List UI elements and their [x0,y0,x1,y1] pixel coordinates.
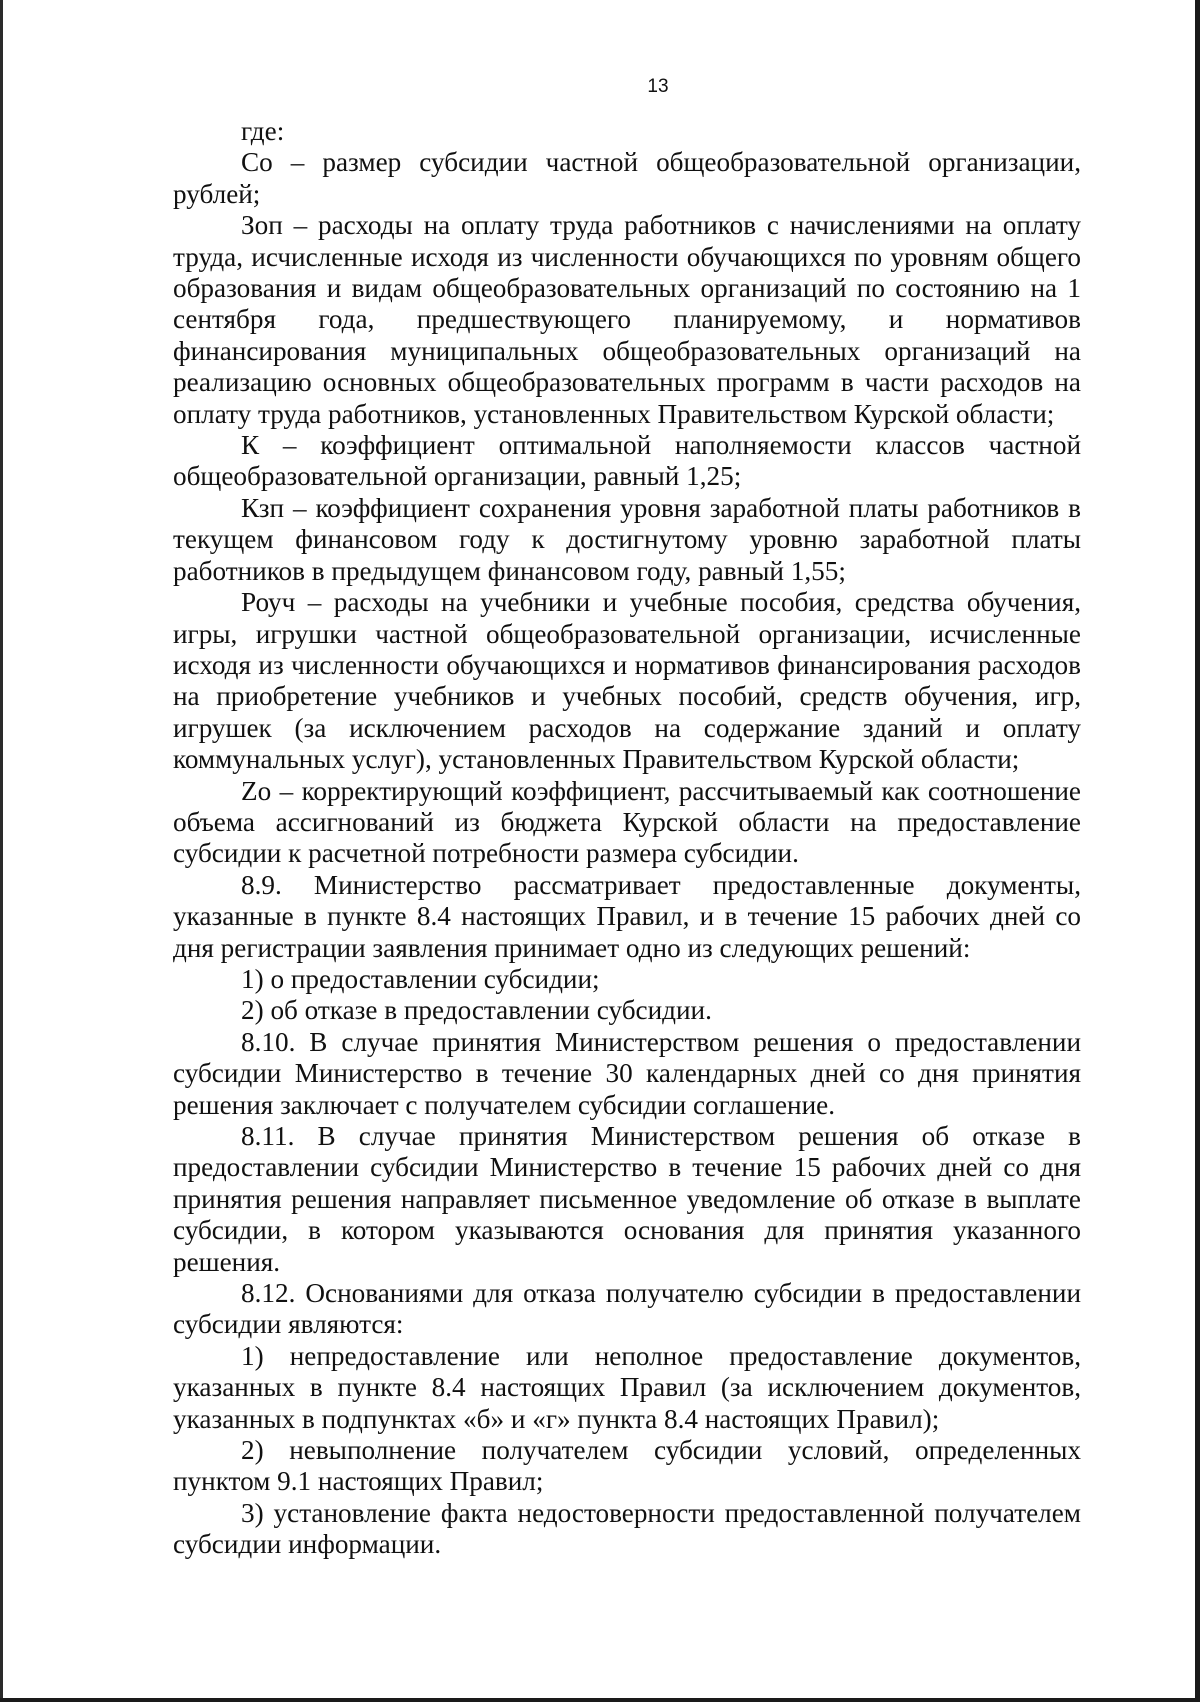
paragraph-8-9: 8.9. Министерство рассматривает предоставленные документы, указанные в пункте 8.4 настоящих Правил, и в течение 15 рабочих дней со дня регистрации заявления принимает одно из следующих решений: [173,869,1081,963]
scan-edge-left [0,0,3,1702]
paragraph-rouch: Роуч – расходы на учебники и учебные пособия, средства обучения, игры, игрушки частной общеобразовательной организации, исчисленные исходя из численности обучающихся и нормативов финансирования расходов на приобретение учебников и учебных пособий, средств обучения, игр, игрушек (за исключением расходов на содержание зданий и оплату коммунальных услуг), установленных Правительством Курской области; [173,587,1081,775]
list-item-8-12-2: 2) невыполнение получателем субсидии условий, определенных пунктом 9.1 настоящих Правил; [173,1435,1081,1497]
page-number: 13 [647,76,669,97]
document-body [173,116,1081,1561]
paragraph-co: Со – размер субсидии частной общеобразовательной организации, рублей; [173,147,1081,209]
list-item-8-12-3: 3) установление факта недостоверности предоставленной получателем субсидии информации. [173,1497,1081,1560]
scan-edge-right [1195,0,1200,1702]
paragraph-8-11: 8.11. В случае принятия Министерством решения об отказе в предоставлении субсидии Министерство в течение 15 рабочих дней со дня принятия решения направляет письменное уведомление об отказе в выплате субсидии, в котором указываются основания для принятия указанного решения. [173,1121,1081,1277]
scan-edge-bottom [0,1698,1200,1702]
paragraph-8-10: 8.10. В случае принятия Министерством решения о предоставлении субсидии Министерство в течение 30 календарных дней со дня принятия решения заключает с получателем субсидии соглашение. [173,1026,1081,1120]
list-item-8-12-1: 1) непредоставление или неполное предоставление документов, указанных в пункте 8.4 настоящих Правил (за исключением документов, указанных в подпунктах «б» и «г» пункта 8.4 настоящих Правил); [173,1340,1081,1434]
paragraph-zo: Zо – корректирующий коэффициент, рассчитываемый как соотношение объема ассигнований из бюджета Курской области на предоставление субсидии к расчетной потребности размера субсидии. [173,775,1081,869]
list-item-8-9-1: 1) о предоставлении субсидии; [241,963,600,994]
paragraph-8-12: 8.12. Основаниями для отказа получателю субсидии в предоставлении субсидии являются: [173,1278,1081,1340]
list-item-8-9-2: 2) об отказе в предоставлении субсидии. [241,995,712,1026]
paragraph-k: К – коэффициент оптимальной наполняемости классов частной общеобразовательной организации, равный 1,25; [173,430,1081,492]
paragraph-kzp: Кзп – коэффициент сохранения уровня заработной платы работников в текущем финансовом году к достигнутому уровню заработной платы работников в предыдущем финансовом году, равный 1,55; [173,492,1081,586]
paragraph-zop: Зоп – расходы на оплату труда работников с начислениями на оплату труда, исчисленные исходя из численности обучающихся по уровням общего образования и видам общеобразовательных организаций по состоянию на 1 сентября года, предшествующего планируемому, и нормативов финансирования муниципальных общеобразовательных организаций на реализацию основных общеобразовательных программ в части расходов на оплату труда работников, установленных Правительством Курской области; [173,210,1081,429]
paragraph-where: где: [241,116,285,146]
